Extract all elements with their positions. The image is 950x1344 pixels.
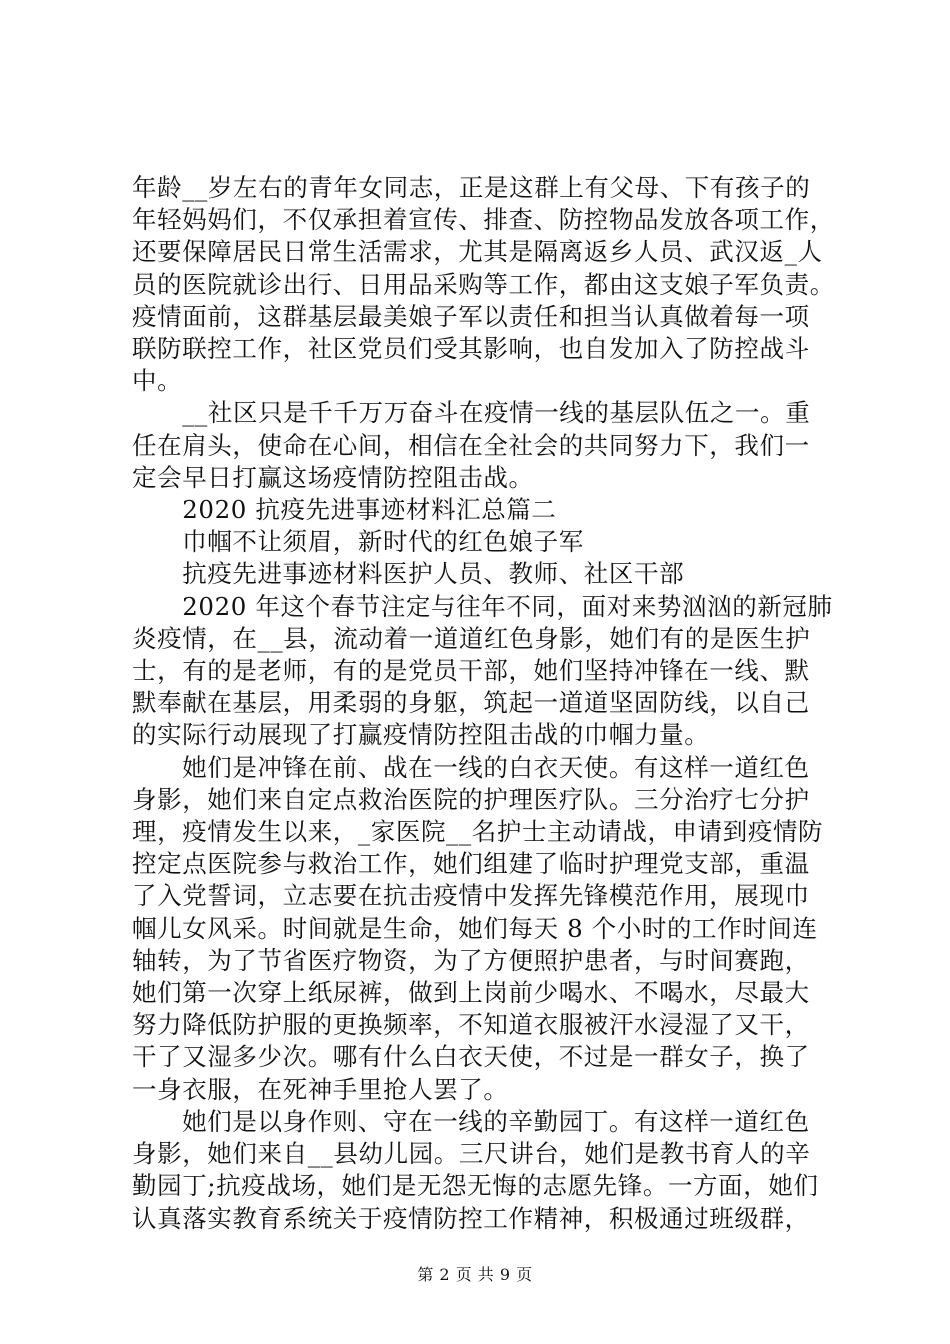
text-line: 的实际行动展现了打赢疫情防控阻击战的巾帼力量。 bbox=[132, 720, 710, 750]
text-line: 一身衣服，在死神手里抢人罢了。 bbox=[132, 1074, 509, 1104]
text-line: __社区只是千千万万奋斗在疫情一线的基层队伍之一。重 bbox=[132, 398, 811, 428]
text-line: 她们是以身作则、守在一线的辛勤园丁。有这样一道红色 bbox=[132, 1106, 810, 1136]
text-line: 定会早日打赢这场疫情防控阻击战。 bbox=[132, 462, 534, 492]
text-line: 年龄__岁左右的青年女同志，正是这群上有父母、下有孩子的 bbox=[132, 173, 811, 202]
text-line: 控定点医院参与救治工作，她们组建了临时护理党支部，重温 bbox=[132, 849, 810, 879]
text-line: 她们第一次穿上纸尿裤，做到上岗前少喝水、不喝水，尽最大 bbox=[132, 978, 810, 1008]
text-line: 士，有的是老师，有的是党员干部，她们坚持冲锋在一线、默 bbox=[132, 656, 810, 686]
text-line: 身影，她们来自__县幼儿园。三尺讲台，她们是教书育人的辛 bbox=[132, 1139, 811, 1169]
text-line: 努力降低防护服的更换频率，不知道衣服被汗水浸湿了又干， bbox=[132, 1010, 810, 1040]
text-line: 勤园丁;抗疫战场，她们是无怨无悔的志愿先锋。一方面，她们 bbox=[132, 1171, 819, 1201]
text-line: 员的医院就诊出行、日用品采购等工作，都由这支娘子军负责。 bbox=[132, 269, 835, 299]
text-line: 干了又湿多少次。哪有什么白衣天使，不过是一群女子，换了 bbox=[132, 1042, 810, 1072]
text-line: 了入党誓词，立志要在抗击疫情中发挥先锋模范作用，展现巾 bbox=[132, 881, 810, 911]
text-line: 抗疫先进事迹材料医护人员、教师、社区干部 bbox=[132, 559, 685, 589]
text-line: 炎疫情，在__县，流动着一道道红色身影，她们有的是医生护 bbox=[132, 623, 811, 653]
text-line: 疫情面前，这群基层最美娘子军以责任和担当认真做着每一项 bbox=[132, 301, 810, 331]
text-line: 轴转，为了节省医疗物资，为了方便照护患者，与时间赛跑， bbox=[132, 945, 810, 975]
text-line: 她们是冲锋在前、战在一线的白衣天使。有这样一道红色 bbox=[132, 752, 810, 782]
body-text bbox=[132, 172, 860, 1235]
text-line: 联防联控工作，社区党员们受其影响，也自发加入了防控战斗 bbox=[132, 334, 810, 364]
text-line: 帼儿女风采。时间就是生命，她们每天 8 个小时的工作时间连 bbox=[132, 913, 818, 943]
text-line: 理，疫情发生以来，_家医院__名护士主动请战，申请到疫情防 bbox=[132, 817, 824, 847]
text-line: 还要保障居民日常生活需求，尤其是隔离返乡人员、武汉返_人 bbox=[132, 237, 823, 267]
text-line: 年轻妈妈们，不仅承担着宣传、排查、防控物品发放各项工作， bbox=[132, 205, 835, 235]
text-line: 巾帼不让须眉，新时代的红色娘子军 bbox=[132, 527, 584, 557]
text-line: 中。 bbox=[132, 366, 183, 396]
document-body bbox=[132, 172, 860, 1235]
text-line: 默奉献在基层，用柔弱的身躯，筑起一道道坚固防线，以自己 bbox=[132, 688, 810, 718]
text-line: 认真落实教育系统关于疫情防控工作精神，积极通过班级群， bbox=[132, 1203, 810, 1233]
text-line: 身影，她们来自定点救治医院的护理医疗队。三分治疗七分护 bbox=[132, 784, 810, 814]
page-number: 第 2 页 共 9 页 bbox=[417, 1265, 533, 1284]
text-line: 任在肩头，使命在心间，相信在全社会的共同努力下，我们一 bbox=[132, 430, 810, 460]
text-line: 2020 年这个春节注定与往年不同，面对来势汹汹的新冠肺 bbox=[132, 591, 833, 621]
text-line: 2020 抗疫先进事迹材料汇总篇二 bbox=[132, 495, 557, 525]
